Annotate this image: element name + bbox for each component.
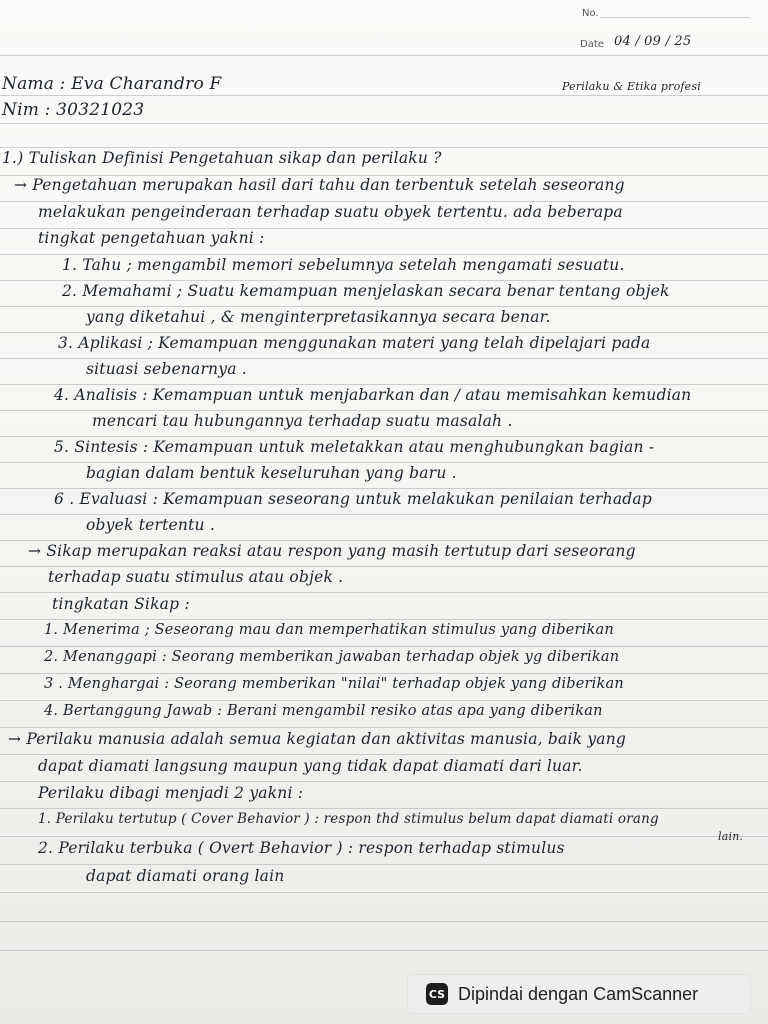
text-line: obyek tertentu . (86, 516, 215, 534)
text-line: mencari tau hubungannya terhadap suatu masalah . (92, 412, 513, 430)
ruled-line (0, 950, 768, 951)
ruled-line (0, 540, 768, 541)
text-line: → Perilaku manusia adalah semua kegiatan dan aktivitas manusia, baik yang (8, 730, 627, 748)
nama-line: Nama : Eva Charandro F (2, 74, 222, 94)
ruled-line (0, 95, 768, 96)
ruled-line (0, 254, 768, 255)
ruled-line (0, 864, 768, 865)
ruled-line (0, 673, 768, 674)
text-line: → Sikap merupakan reaksi atau respon yang masih tertutup dari seseorang (28, 542, 636, 560)
text-line: 2. Memahami ; Suatu kemampuan menjelaskan secara benar tentang objek (62, 282, 670, 300)
text-line: yang diketahui , & menginterpretasikannya secara benar. (86, 308, 551, 326)
text-line: tingkatan Sikap : (52, 595, 190, 613)
text-line: 4. Bertanggung Jawab : Berani mengambil resiko atas apa yang diberikan (44, 703, 603, 719)
camscanner-logo-icon: CS (426, 983, 448, 1005)
nim-line: Nim : 30321023 (2, 100, 145, 120)
ruled-line (0, 646, 768, 647)
text-line: dapat diamati langsung maupun yang tidak dapat diamati dari luar. (38, 757, 583, 775)
ruled-line (0, 700, 768, 701)
text-line: 3 . Menghargai : Seorang memberikan "nilai" terhadap objek yang diberikan (44, 676, 624, 692)
text-line: 1. Menerima ; Seseorang mau dan memperhatikan stimulus yang diberikan (44, 622, 614, 638)
question-line: 1.) Tuliskan Definisi Pengetahuan sikap dan perilaku ? (2, 149, 442, 167)
camscanner-text: Dipindai dengan CamScanner (458, 983, 699, 1004)
text-line: tingkat pengetahuan yakni : (38, 229, 265, 247)
date-label: Date (580, 39, 604, 50)
text-line: melakukan pengeinderaan terhadap suatu obyek tertentu. ada beberapa (38, 203, 623, 221)
text-line: 6 . Evaluasi : Kemampuan seseorang untuk melakukan penilaian terhadap (54, 490, 652, 508)
ruled-line (0, 566, 768, 567)
text-line: situasi sebenarnya . (86, 360, 247, 378)
text-line: Perilaku dibagi menjadi 2 yakni : (38, 784, 304, 802)
ruled-line (0, 201, 768, 202)
ruled-line (0, 921, 768, 922)
ruled-line (0, 836, 768, 837)
text-line: 4. Analisis : Kemampuan untuk menjabarkan dan / atau memisahkan kemudian (54, 386, 692, 404)
text-line: 2. Perilaku terbuka ( Overt Behavior ) : respon terhadap stimulus (38, 839, 565, 857)
text-line: 1. Tahu ; mengambil memori sebelumnya setelah mengamati sesuatu. (62, 256, 625, 274)
text-line: dapat diamati orang lain (86, 867, 285, 885)
text-line: lain. (718, 830, 744, 843)
ruled-line (0, 514, 768, 515)
ruled-line (0, 781, 768, 782)
date-value: 04 / 09 / 25 (614, 34, 692, 49)
text-line: 1. Perilaku tertutup ( Cover Behavior ) : respon thd stimulus belum dapat diamati orang (38, 811, 659, 827)
ruled-line (0, 384, 768, 385)
ruled-line (0, 727, 768, 728)
ruled-line (0, 306, 768, 307)
ruled-line (0, 619, 768, 620)
text-line: terhadap suatu stimulus atau objek . (48, 568, 344, 586)
ruled-line (0, 55, 768, 56)
text-line: bagian dalam bentuk keseluruhan yang baru . (86, 464, 457, 482)
ruled-line (600, 17, 750, 18)
ruled-line (0, 592, 768, 593)
ruled-line (0, 358, 768, 359)
ruled-line (0, 892, 768, 893)
ruled-line (0, 123, 768, 124)
no-label: No. (582, 8, 599, 19)
ruled-line (0, 808, 768, 809)
ruled-line (0, 462, 768, 463)
text-line: → Pengetahuan merupakan hasil dari tahu dan terbentuk setelah seseorang (14, 176, 625, 194)
text-line: 2. Menanggapi : Seorang memberikan jawaban terhadap objek yg diberikan (44, 649, 620, 665)
ruled-line (0, 147, 768, 148)
ruled-line (0, 488, 768, 489)
course-title: Perilaku & Etika profesi (562, 80, 701, 93)
text-line: 5. Sintesis : Kemampuan untuk meletakkan atau menghubungkan bagian - (54, 438, 655, 456)
ruled-line (0, 410, 768, 411)
ruled-line (0, 436, 768, 437)
text-line: 3. Aplikasi ; Kemampuan menggunakan materi yang telah dipelajari pada (58, 334, 651, 352)
camscanner-watermark (408, 975, 750, 1013)
ruled-line (0, 332, 768, 333)
ruled-line (0, 280, 768, 281)
ruled-line (0, 754, 768, 755)
